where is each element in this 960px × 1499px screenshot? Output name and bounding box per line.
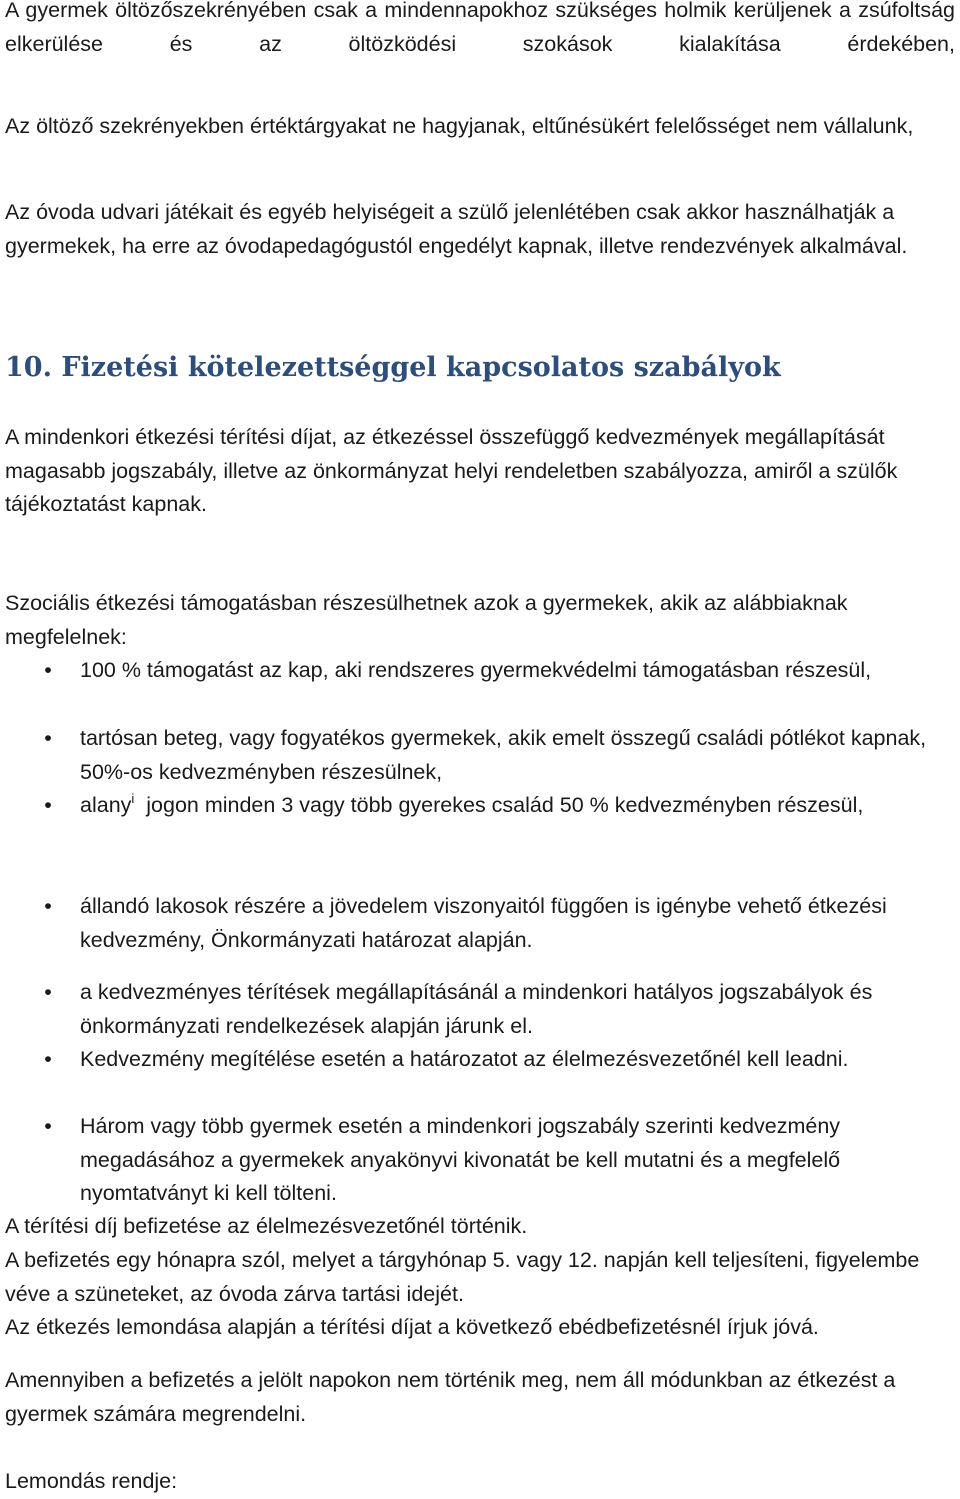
list-item-text: a kedvezményes térítések megállapításánál a mindenkori hatályos jogszabályok és önkormányzati rendelkezések alapján járunk el. (80, 980, 873, 1038)
list-item-text: Kedvezmény megítélése esetén a határozatot az élelmezésvezetőnél kell leadni. (80, 1047, 849, 1071)
paragraph-support-intro: Szociális étkezési támogatásban részesülhetnek azok a gyermekek, akik az alábbiaknak megfelelnek: (5, 591, 848, 649)
list-item (0, 654, 920, 688)
paragraph-no-payment: Amennyiben a befizetés a jelölt napokon nem történik meg, nem áll módunkban az étkezést a gyermek számára megrendelni. (5, 1368, 896, 1426)
bullet-icon: • (44, 980, 52, 1004)
list-item (0, 976, 920, 1043)
bullet-icon: • (44, 1047, 52, 1071)
list-item (0, 1043, 920, 1077)
paragraph-payment-place: A térítési díj befizetése az élelmezésvezetőnél történik. (5, 1214, 528, 1238)
paragraph-cancellation-credit: Az étkezés lemondása alapján a térítési díjat a következő ebédbefizetésnél írjuk jóvá. (5, 1315, 819, 1339)
list-item-text: állandó lakosok részére a jövedelem viszonyaitól függően is igénybe vehető étkezési kedvezmény, Önkormányzati határozat alapján. (80, 894, 887, 952)
list-item-prefix: alany (80, 793, 132, 817)
list-item-rest: jogon minden 3 vagy több gyerekes család 50 % kedvezményben részesül, (146, 793, 864, 817)
list-item (0, 1110, 920, 1211)
endnote-marker[interactable]: i (131, 791, 135, 806)
bullet-icon: • (44, 894, 52, 918)
cancellation-heading: Lemondás rendje: (5, 1469, 178, 1493)
paragraph-playground: Az óvoda udvari játékait és egyéb helyiségeit a szülő jelenlétében csak akkor használhatják a gyermekek, ha erre az óvodapedagógustól engedélyt kapnak, illetve rendezvények alkalmával. (5, 200, 908, 258)
bullet-icon: • (44, 1114, 52, 1138)
paragraph-valuables: Az öltöző szekrényekben értéktárgyakat ne hagyjanak, eltűnésükért felelősséget nem vállalunk, (5, 114, 914, 138)
bullet-icon: • (44, 658, 52, 682)
paragraph-payment-schedule: A befizetés egy hónapra szól, melyet a tárgyhónap 5. vagy 12. napján kell teljesíteni, figyelembe véve a szüneteket, az óvoda zárva tartási idejét. (5, 1248, 920, 1306)
paragraph-meal-fee: A mindenkori étkezési térítési díjat, az étkezéssel összefüggő kedvezmények megállapítását magasabb jogszabály, illetve az önkormányzat helyi rendeletben szabályozza, amiről a szülők tájékoztatást kapnak. (5, 425, 898, 516)
list-item-text: Három vagy több gyermek esetén a mindenkori jogszabály szerinti kedvezmény megadásához a gyermekek anyakönyvi kivonatát be kell mutatni és a megfelelő nyomtatványt ki kell tölteni. (80, 1114, 841, 1205)
bullet-icon: • (44, 793, 52, 817)
list-item (0, 722, 927, 789)
section-heading: 10. Fizetési kötelezettséggel kapcsolatos szabályok (5, 352, 781, 383)
list-item (0, 890, 920, 957)
list-item-text: 100 % támogatást az kap, aki rendszeres gyermekvédelmi támogatásban részesül, (80, 658, 872, 682)
list-item-text: tartósan beteg, vagy fogyatékos gyermekek, akik emelt összegű családi pótlékot kapnak, 50%-os kedvezményben részesülnek, (80, 726, 927, 784)
list-item-text (80, 789, 940, 823)
paragraph-wardrobe: A gyermek öltözőszekrényében csak a mindennapokhoz szükséges holmik kerüljenek a zsúfoltság elkerülése és az öltözködési szokások kialakítása érdekében, (5, 0, 955, 56)
list-item (0, 789, 920, 823)
bullet-icon: • (44, 726, 52, 750)
